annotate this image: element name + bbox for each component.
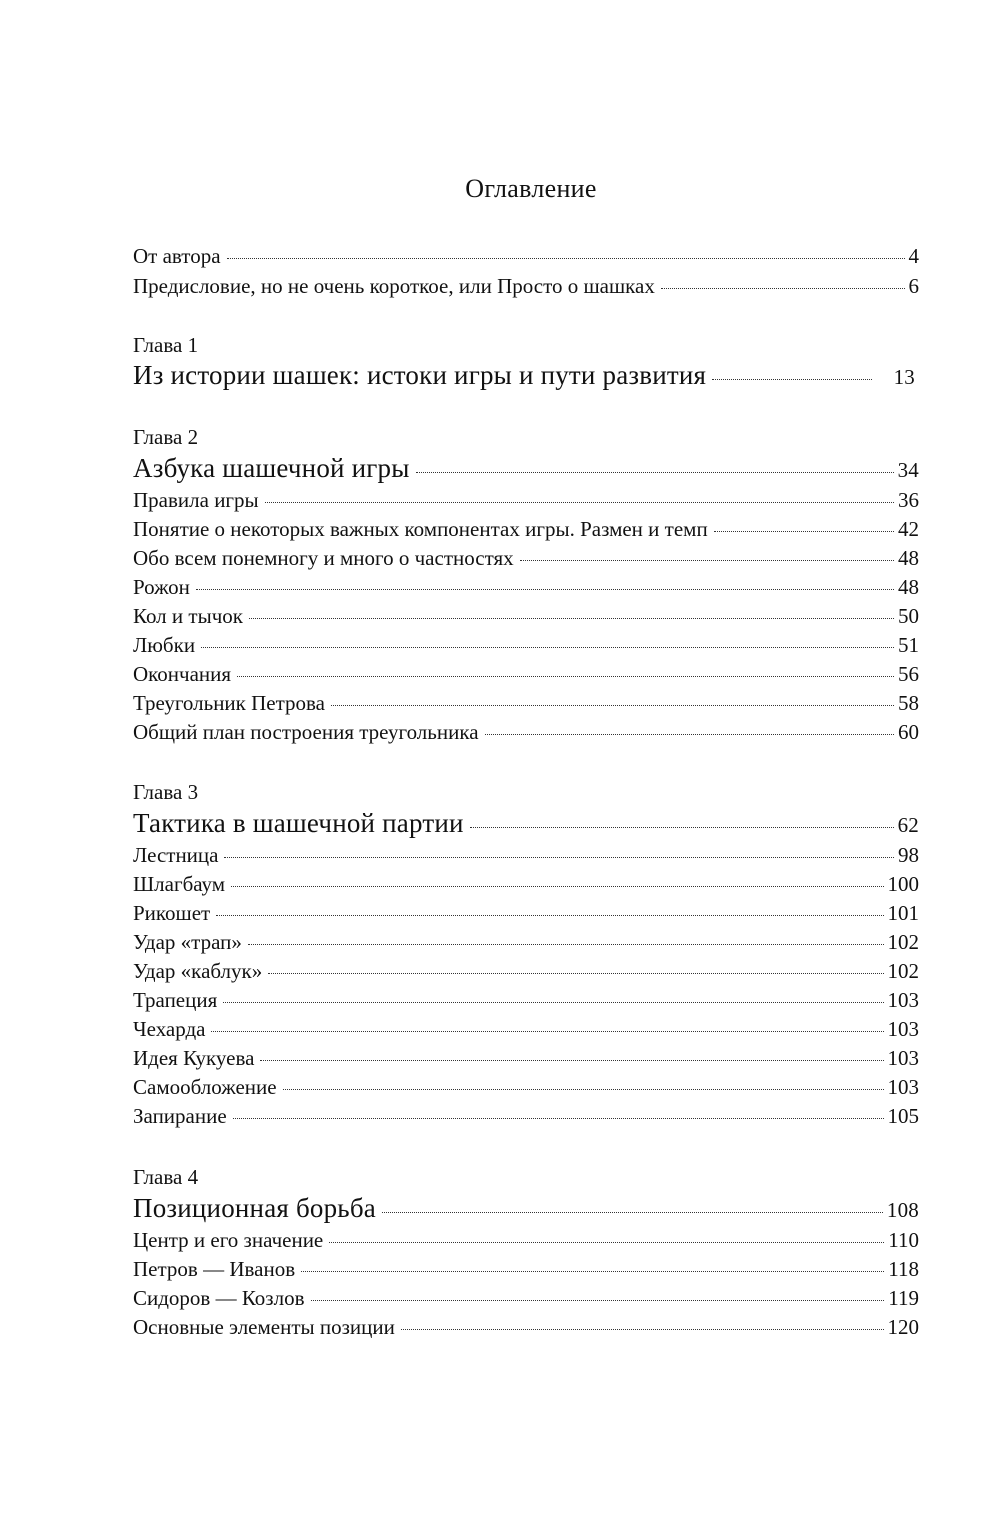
toc-entry[interactable]: [133, 604, 919, 629]
toc-page: [133, 0, 919, 1517]
toc-entry-label: Правила игры: [133, 488, 259, 512]
dot-leader: [331, 705, 894, 706]
dot-leader: [196, 589, 894, 590]
toc-entry-label: Основные элементы позиции: [133, 1315, 395, 1339]
dot-leader: [661, 288, 905, 289]
toc-entry-page: 58: [898, 691, 919, 715]
toc-entry-page: 103: [887, 1017, 919, 1041]
dot-leader: [216, 915, 883, 916]
toc-entry[interactable]: [133, 930, 919, 955]
toc-entry-label: Шлагбаум: [133, 872, 226, 896]
toc-entry-page: 4: [908, 244, 919, 268]
toc-entry-label: Предисловие, но не очень короткое, или Просто о шашках: [133, 274, 655, 298]
chapter-title-entry[interactable]: [133, 453, 919, 484]
dot-leader: [311, 1300, 885, 1301]
dot-leader: [470, 827, 894, 828]
toc-entry-page: 48: [898, 575, 919, 599]
chapter-title: Азбука шашечной игры: [133, 453, 410, 483]
toc-entry-label: Удар «трап»: [133, 930, 242, 954]
toc-entry[interactable]: [133, 1257, 919, 1282]
toc-entry-label: Рожон: [133, 575, 190, 599]
dot-leader: [301, 1271, 884, 1272]
dot-leader: [485, 734, 894, 735]
dot-leader: [520, 560, 894, 561]
dot-leader: [382, 1212, 883, 1213]
toc-entry-page: 100: [887, 872, 919, 896]
page-title: Оглавление: [465, 174, 597, 203]
chapter-title: Позиционная борьба: [133, 1193, 376, 1223]
dot-leader: [401, 1329, 884, 1330]
toc-entry[interactable]: [133, 517, 919, 542]
toc-entry-label: Идея Кукуева: [133, 1046, 255, 1070]
chapter-label: Глава 4: [133, 1165, 199, 1189]
toc-entry[interactable]: [133, 843, 919, 868]
toc-entry-page: 42: [898, 517, 919, 541]
toc-entry[interactable]: [133, 1228, 919, 1253]
toc-entry[interactable]: [133, 1075, 919, 1100]
dot-leader: [223, 1002, 883, 1003]
chapter-label: Глава 3: [133, 780, 199, 804]
toc-entry[interactable]: [133, 901, 919, 926]
dot-leader: [283, 1089, 884, 1090]
dot-leader: [249, 618, 894, 619]
toc-entry-page: 34: [897, 458, 919, 482]
dot-leader: [248, 944, 884, 945]
toc-entry-page: 48: [898, 546, 919, 570]
toc-entry-page: 6: [908, 274, 919, 298]
toc-entry-label: Понятие о некоторых важных компонентах игры. Размен и темп: [133, 517, 708, 541]
toc-entry[interactable]: [133, 1104, 919, 1129]
toc-entry-page: 101: [887, 901, 919, 925]
toc-entry-page: 98: [898, 843, 919, 867]
toc-entry-label: Любки: [133, 633, 196, 657]
toc-entry-page: 103: [887, 1075, 919, 1099]
chapter-label: Глава 2: [133, 425, 199, 449]
toc-entry-label: Самообложение: [133, 1075, 277, 1099]
toc-entry-label: Удар «каблук»: [133, 959, 263, 983]
toc-entry-page: 108: [886, 1198, 919, 1222]
toc-entry[interactable]: [133, 1046, 919, 1071]
toc-entry[interactable]: [133, 1315, 919, 1340]
chapter-title: Тактика в шашечной партии: [133, 808, 464, 838]
dot-leader: [233, 1118, 884, 1119]
dot-leader: [416, 472, 894, 473]
dot-leader: [201, 647, 894, 648]
toc-entry-page: 102: [887, 930, 919, 954]
dot-leader: [265, 502, 894, 503]
toc-entry-page: 62: [897, 813, 919, 837]
toc-entry-page: 13: [893, 365, 915, 389]
dot-leader: [224, 857, 894, 858]
toc-entry[interactable]: [133, 662, 919, 687]
toc-entry[interactable]: [133, 691, 919, 716]
dot-leader: [268, 973, 883, 974]
toc-entry-page: 118: [888, 1257, 919, 1281]
toc-entry-page: 50: [898, 604, 919, 628]
dot-leader: [237, 676, 894, 677]
toc-entry-page: 110: [888, 1228, 919, 1252]
dot-leader: [231, 886, 883, 887]
toc-entry[interactable]: [133, 546, 919, 571]
toc-entry-label: Сидоров — Козлов: [133, 1286, 305, 1310]
toc-entry-page: 103: [887, 988, 919, 1012]
toc-entry-label: Петров — Иванов: [133, 1257, 296, 1281]
toc-entry-page: 120: [887, 1315, 919, 1339]
toc-entry-page: 51: [898, 633, 919, 657]
toc-entry-label: Центр и его значение: [133, 1228, 324, 1252]
toc-entry[interactable]: [133, 872, 919, 897]
toc-entry-label: Рикошет: [133, 901, 211, 925]
toc-entry-label: Лестница: [133, 843, 219, 867]
toc-entry-page: 105: [887, 1104, 919, 1128]
dot-leader: [712, 379, 871, 380]
toc-entry-label: Чехарда: [133, 1017, 206, 1041]
toc-entry-page: 103: [887, 1046, 919, 1070]
toc-entry-label: Окончания: [133, 662, 232, 686]
toc-entry[interactable]: [133, 720, 919, 745]
dot-leader: [260, 1060, 883, 1061]
toc-entry[interactable]: [133, 575, 919, 600]
toc-entry-label: От автора: [133, 244, 221, 268]
toc-entry[interactable]: [133, 244, 919, 269]
toc-entry-page: 119: [888, 1286, 919, 1310]
toc-entry[interactable]: [133, 488, 919, 513]
dot-leader: [211, 1031, 883, 1032]
toc-entry[interactable]: [133, 274, 919, 299]
toc-entry-page: 56: [898, 662, 919, 686]
toc-entry[interactable]: [133, 633, 919, 658]
toc-entry-label: Запирание: [133, 1104, 227, 1128]
chapter-label: Глава 1: [133, 333, 199, 357]
chapter-title: Из истории шашек: истоки игры и пути развития: [133, 360, 707, 390]
toc-entry[interactable]: [133, 1286, 919, 1311]
toc-entry-label: Кол и тычок: [133, 604, 243, 628]
toc-entry-label: Обо всем понемногу и много о частностях: [133, 546, 514, 570]
toc-entry[interactable]: [133, 988, 919, 1013]
dot-leader: [714, 531, 894, 532]
toc-entry[interactable]: [133, 1017, 919, 1042]
chapter-title-entry[interactable]: [133, 808, 919, 839]
toc-entry[interactable]: [133, 959, 919, 984]
chapter-title-entry[interactable]: [133, 360, 915, 391]
dot-leader: [329, 1242, 884, 1243]
toc-entry-page: 60: [898, 720, 919, 744]
toc-entry-label: Треугольник Петрова: [133, 691, 326, 715]
chapter-title-entry[interactable]: [133, 1193, 919, 1224]
toc-entry-label: Общий план построения треугольника: [133, 720, 479, 744]
toc-entry-label: Трапеция: [133, 988, 218, 1012]
toc-entry-page: 102: [887, 959, 919, 983]
toc-entry-page: 36: [898, 488, 919, 512]
dot-leader: [227, 258, 905, 259]
